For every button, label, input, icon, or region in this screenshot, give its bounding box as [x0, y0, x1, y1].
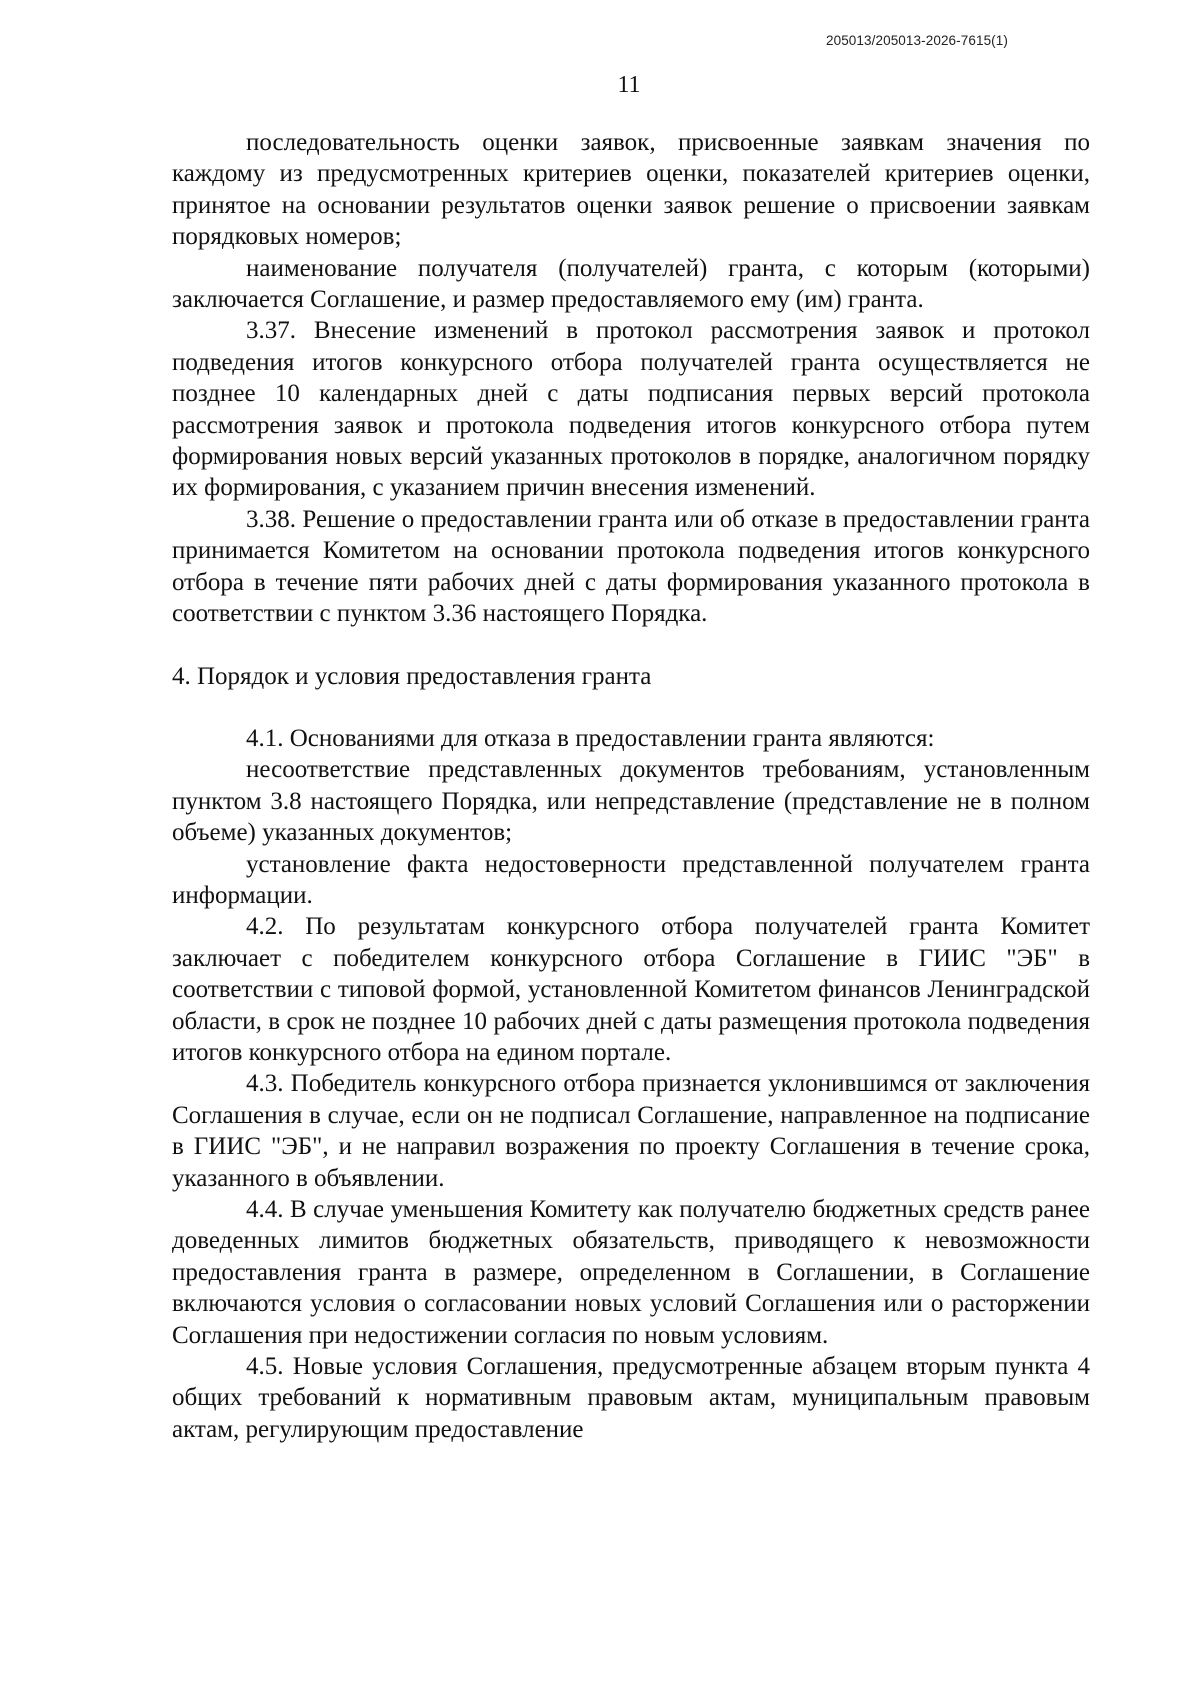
- page-number: 11: [617, 72, 641, 98]
- paragraph-grant-recipient-name: наименование получателя (получателей) гранта, с которым (которыми) заключается Соглашение, и размер предоставляемого ему (им) гранта.: [172, 254, 1090, 314]
- paragraph-4-5: 4.5. Новые условия Соглашения, предусмотренные абзацем вторым пункта 4 общих требований к нормативным правовым актам, муниципальным правовым актам, регулирующим предоставление: [172, 1353, 1090, 1443]
- document-body: [172, 127, 1090, 1445]
- paragraph-evaluation-sequence: последовательность оценки заявок, присвоенные заявкам значения по каждому из предусмотренных критериев оценки, показателей критериев оценки, принятое на основании результатов оценки заявок решение о присвоении заявкам порядковых номеров;: [172, 129, 1090, 251]
- paragraph-3-37: 3.37. Внесение изменений в протокол рассмотрения заявок и протокол подведения итогов конкурсного отбора получателей гранта осуществляется не позднее 10 календарных дней с даты подписания первых версий протокола рассмотрения заявок и протокола подведения итогов конкурсного отбора путем формирования новых версий указанных протоколов в порядке, аналогичном порядку их формирования, с указанием причин внесения изменений.: [172, 317, 1090, 502]
- paragraph-4-4: 4.4. В случае уменьшения Комитету как получателю бюджетных средств ранее доведенных лимитов бюджетных обязательств, приводящего к невозможности предоставления гранта в размере, определенном в Соглашении, в Соглашение включаются условия о согласовании новых условий Соглашения или о расторжении Соглашения при недостижении согласия по новым условиям.: [172, 1196, 1090, 1349]
- section-heading-4: 4. Порядок и условия предоставления гранта: [172, 662, 652, 690]
- paragraph-4-1-unreliable-info: установление факта недостоверности представленной получателем гранта информации.: [172, 850, 1090, 909]
- paragraph-3-38: 3.38. Решение о предоставлении гранта или об отказе в предоставлении гранта принимается Комитетом на основании протокола подведения итогов конкурсного отбора в течение пяти рабочих дней с даты формирования указанного протокола в соответствии с пунктом 3.36 настоящего Порядка.: [172, 505, 1090, 628]
- document-registration-number: 205013/205013-2026-7615(1): [825, 33, 1008, 48]
- paragraph-4-3: 4.3. Победитель конкурсного отбора признается уклонившимся от заключения Соглашения в случае, если он не подписал Соглашение, направленное на подписание в ГИИС "ЭБ", и не направил возражения по проекту Соглашения в течение срока, указанного в объявлении.: [172, 1070, 1090, 1192]
- paragraph-4-1: 4.1. Основаниями для отказа в предоставлении гранта являются:: [246, 724, 935, 752]
- paragraph-4-2: 4.2. По результатам конкурсного отбора получателей гранта Комитет заключает с победителем конкурсного отбора Соглашение в ГИИС "ЭБ" в соответствии с типовой формой, установленной Комитетом финансов Ленинградской области, в срок не позднее 10 рабочих дней с даты размещения протокола подведения итогов конкурсного отбора на едином портале.: [172, 913, 1090, 1066]
- paragraph-4-1-nonconformity: несоответствие представленных документов требованиям, установленным пунктом 3.8 настоящего Порядка, или непредставление (представление не в полном объеме) указанных документов;: [172, 756, 1090, 847]
